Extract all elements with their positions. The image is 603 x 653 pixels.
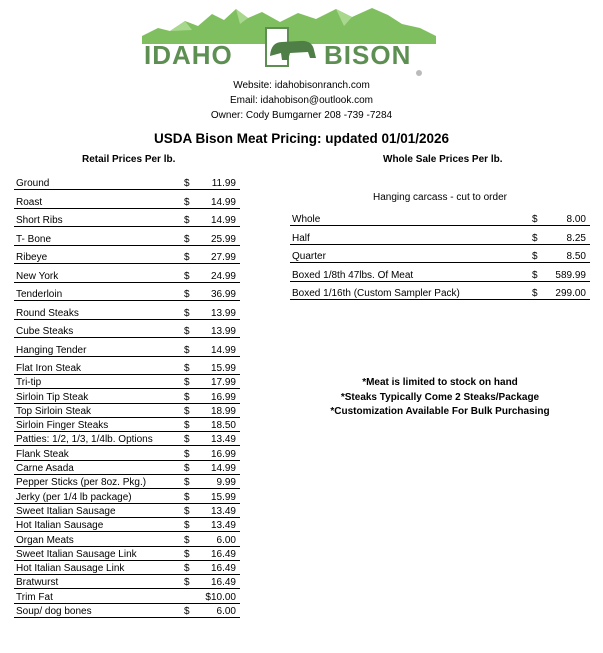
item-name: Sirloin Tip Steak (14, 389, 184, 403)
item-price: 16.49 (202, 546, 240, 560)
dollar-sign: $ (184, 446, 202, 460)
dollar-sign: $ (184, 245, 202, 264)
item-price: 18.50 (202, 417, 240, 431)
item-name: Half (290, 226, 532, 245)
item-name: Soup/ dog bones (14, 603, 184, 617)
retail-row (14, 546, 240, 560)
idaho-bison-logo-icon (140, 4, 440, 78)
dollar-sign: $ (532, 263, 548, 282)
item-price: 15.99 (202, 489, 240, 503)
wholesale-row (290, 281, 590, 300)
retail-row (14, 264, 240, 283)
retail-row (14, 432, 240, 446)
dollar-sign: $ (184, 282, 202, 301)
owner-text: Owner: Cody Bumgarner 208 -739 -7284 (210, 110, 393, 121)
wholesale-row (290, 207, 590, 226)
wholesale-header: Whole Sale Prices Per lb. (383, 154, 503, 165)
item-name: Top Sirloin Steak (14, 403, 184, 417)
item-name: Short Ribs (14, 208, 184, 227)
item-name: T- Bone (14, 227, 184, 246)
dollar-sign: $ (184, 489, 202, 503)
item-price: 18.99 (202, 403, 240, 417)
retail-row (14, 532, 240, 546)
dollar-sign: $ (532, 226, 548, 245)
item-price: 589.99 (548, 263, 590, 282)
dollar-sign: $ (184, 532, 202, 546)
dollar-sign: $ (184, 208, 202, 227)
dollar-sign: $ (184, 546, 202, 560)
dollar-sign: $ (532, 207, 548, 226)
retail-row (14, 575, 240, 589)
dollar-sign: $ (184, 301, 202, 320)
item-name: Boxed 1/8th 47lbs. Of Meat (290, 263, 532, 282)
wholesale-row (290, 244, 590, 263)
retail-header: Retail Prices Per lb. (82, 154, 176, 165)
dollar-sign: $ (184, 503, 202, 517)
dollar-sign: $ (184, 338, 202, 357)
item-price: 14.99 (202, 460, 240, 474)
retail-row (14, 190, 240, 209)
item-price: 14.99 (202, 190, 240, 209)
dollar-sign: $ (184, 375, 202, 389)
item-price: 16.99 (202, 446, 240, 460)
retail-row (14, 403, 240, 417)
dollar-sign: $ (532, 281, 548, 300)
wholesale-price-table (290, 207, 590, 300)
dollar-sign: $ (184, 432, 202, 446)
dollar-sign: $ (532, 244, 548, 263)
retail-row (14, 475, 240, 489)
item-name: Sweet Italian Sausage Link (14, 546, 184, 560)
item-name: Bratwurst (14, 575, 184, 589)
item-name: Flank Steak (14, 446, 184, 460)
item-price: 6.00 (202, 603, 240, 617)
item-name: Sweet Italian Sausage (14, 503, 184, 517)
item-price: 27.99 (202, 245, 240, 264)
note-stock: *Meat is limited to stock on hand (362, 377, 518, 388)
retail-row (14, 301, 240, 320)
item-name: New York (14, 264, 184, 283)
item-name: Organ Meats (14, 532, 184, 546)
item-price: 14.99 (202, 208, 240, 227)
dollar-sign: $ (184, 460, 202, 474)
retail-row (14, 389, 240, 403)
item-price: 16.99 (202, 389, 240, 403)
item-price: 299.00 (548, 281, 590, 300)
item-name: Ribeye (14, 245, 184, 264)
item-price: 13.49 (202, 517, 240, 531)
dollar-sign: $ (184, 356, 202, 375)
page-title: USDA Bison Meat Pricing: updated 01/01/2026 (153, 131, 450, 146)
website-text: Website: idahobisonranch.com (233, 80, 370, 91)
item-price: 9.99 (202, 475, 240, 489)
dollar-sign: $ (184, 417, 202, 431)
item-price: 24.99 (202, 264, 240, 283)
item-name: Jerky (per 1/4 lb package) (14, 489, 184, 503)
item-price: 8.00 (548, 207, 590, 226)
note-steaks: *Steaks Typically Come 2 Steaks/Package (340, 392, 540, 403)
retail-row (14, 208, 240, 227)
retail-row (14, 356, 240, 375)
dollar-sign: $ (184, 190, 202, 209)
retail-row (14, 417, 240, 431)
item-name: Roast (14, 190, 184, 209)
item-price: 16.49 (202, 560, 240, 574)
retail-row (14, 589, 240, 603)
item-price: $10.00 (202, 589, 240, 603)
item-name: Sirloin Finger Steaks (14, 417, 184, 431)
retail-row (14, 319, 240, 338)
dollar-sign: $ (184, 475, 202, 489)
item-name: Carne Asada (14, 460, 184, 474)
item-name: Tenderloin (14, 282, 184, 301)
retail-row (14, 560, 240, 574)
retail-row (14, 338, 240, 357)
carcass-subheader: Hanging carcass - cut to order (373, 192, 507, 203)
svg-text:IDAHO: IDAHO (144, 40, 233, 70)
dollar-sign (184, 589, 202, 603)
item-price: 17.99 (202, 375, 240, 389)
retail-row (14, 446, 240, 460)
item-name: Tri-tip (14, 375, 184, 389)
note-customization: *Customization Available For Bulk Purchasing (330, 406, 550, 417)
item-price: 8.50 (548, 244, 590, 263)
retail-row (14, 460, 240, 474)
retail-row (14, 503, 240, 517)
dollar-sign: $ (184, 264, 202, 283)
email-text: Email: idahobison@outlook.com (229, 95, 373, 106)
item-price: 6.00 (202, 532, 240, 546)
wholesale-row (290, 263, 590, 282)
item-price: 13.99 (202, 301, 240, 320)
item-name: Round Steaks (14, 301, 184, 320)
retail-row (14, 282, 240, 301)
item-price: 15.99 (202, 356, 240, 375)
item-name: Hot Italian Sausage Link (14, 560, 184, 574)
item-name: Ground (14, 171, 184, 190)
retail-row (14, 375, 240, 389)
dollar-sign: $ (184, 389, 202, 403)
retail-row (14, 245, 240, 264)
item-price: 11.99 (202, 171, 240, 190)
item-price: 8.25 (548, 226, 590, 245)
dollar-sign: $ (184, 227, 202, 246)
item-price: 36.99 (202, 282, 240, 301)
item-name: Quarter (290, 244, 532, 263)
retail-price-table (14, 171, 240, 618)
item-name: Flat Iron Steak (14, 356, 184, 375)
dollar-sign: $ (184, 171, 202, 190)
item-name: Hot Italian Sausage (14, 517, 184, 531)
dollar-sign: $ (184, 517, 202, 531)
item-name: Cube Steaks (14, 319, 184, 338)
dollar-sign: $ (184, 575, 202, 589)
retail-row (14, 171, 240, 190)
item-name: Boxed 1/16th (Custom Sampler Pack) (290, 281, 532, 300)
retail-row (14, 603, 240, 617)
dollar-sign: $ (184, 403, 202, 417)
item-price: 14.99 (202, 338, 240, 357)
item-price: 13.49 (202, 432, 240, 446)
dollar-sign: $ (184, 603, 202, 617)
retail-row (14, 227, 240, 246)
retail-row (14, 489, 240, 503)
item-name: Pepper Sticks (per 8oz. Pkg.) (14, 475, 184, 489)
item-name: Hanging Tender (14, 338, 184, 357)
dollar-sign: $ (184, 560, 202, 574)
item-price: 16.49 (202, 575, 240, 589)
item-name: Patties: 1/2, 1/3, 1/4lb. Options (14, 432, 184, 446)
retail-row (14, 517, 240, 531)
dollar-sign: $ (184, 319, 202, 338)
item-price: 13.49 (202, 503, 240, 517)
item-price: 25.99 (202, 227, 240, 246)
wholesale-row (290, 226, 590, 245)
item-name: Trim Fat (14, 589, 184, 603)
item-name: Whole (290, 207, 532, 226)
item-price: 13.99 (202, 319, 240, 338)
svg-text:BISON: BISON (324, 40, 412, 70)
